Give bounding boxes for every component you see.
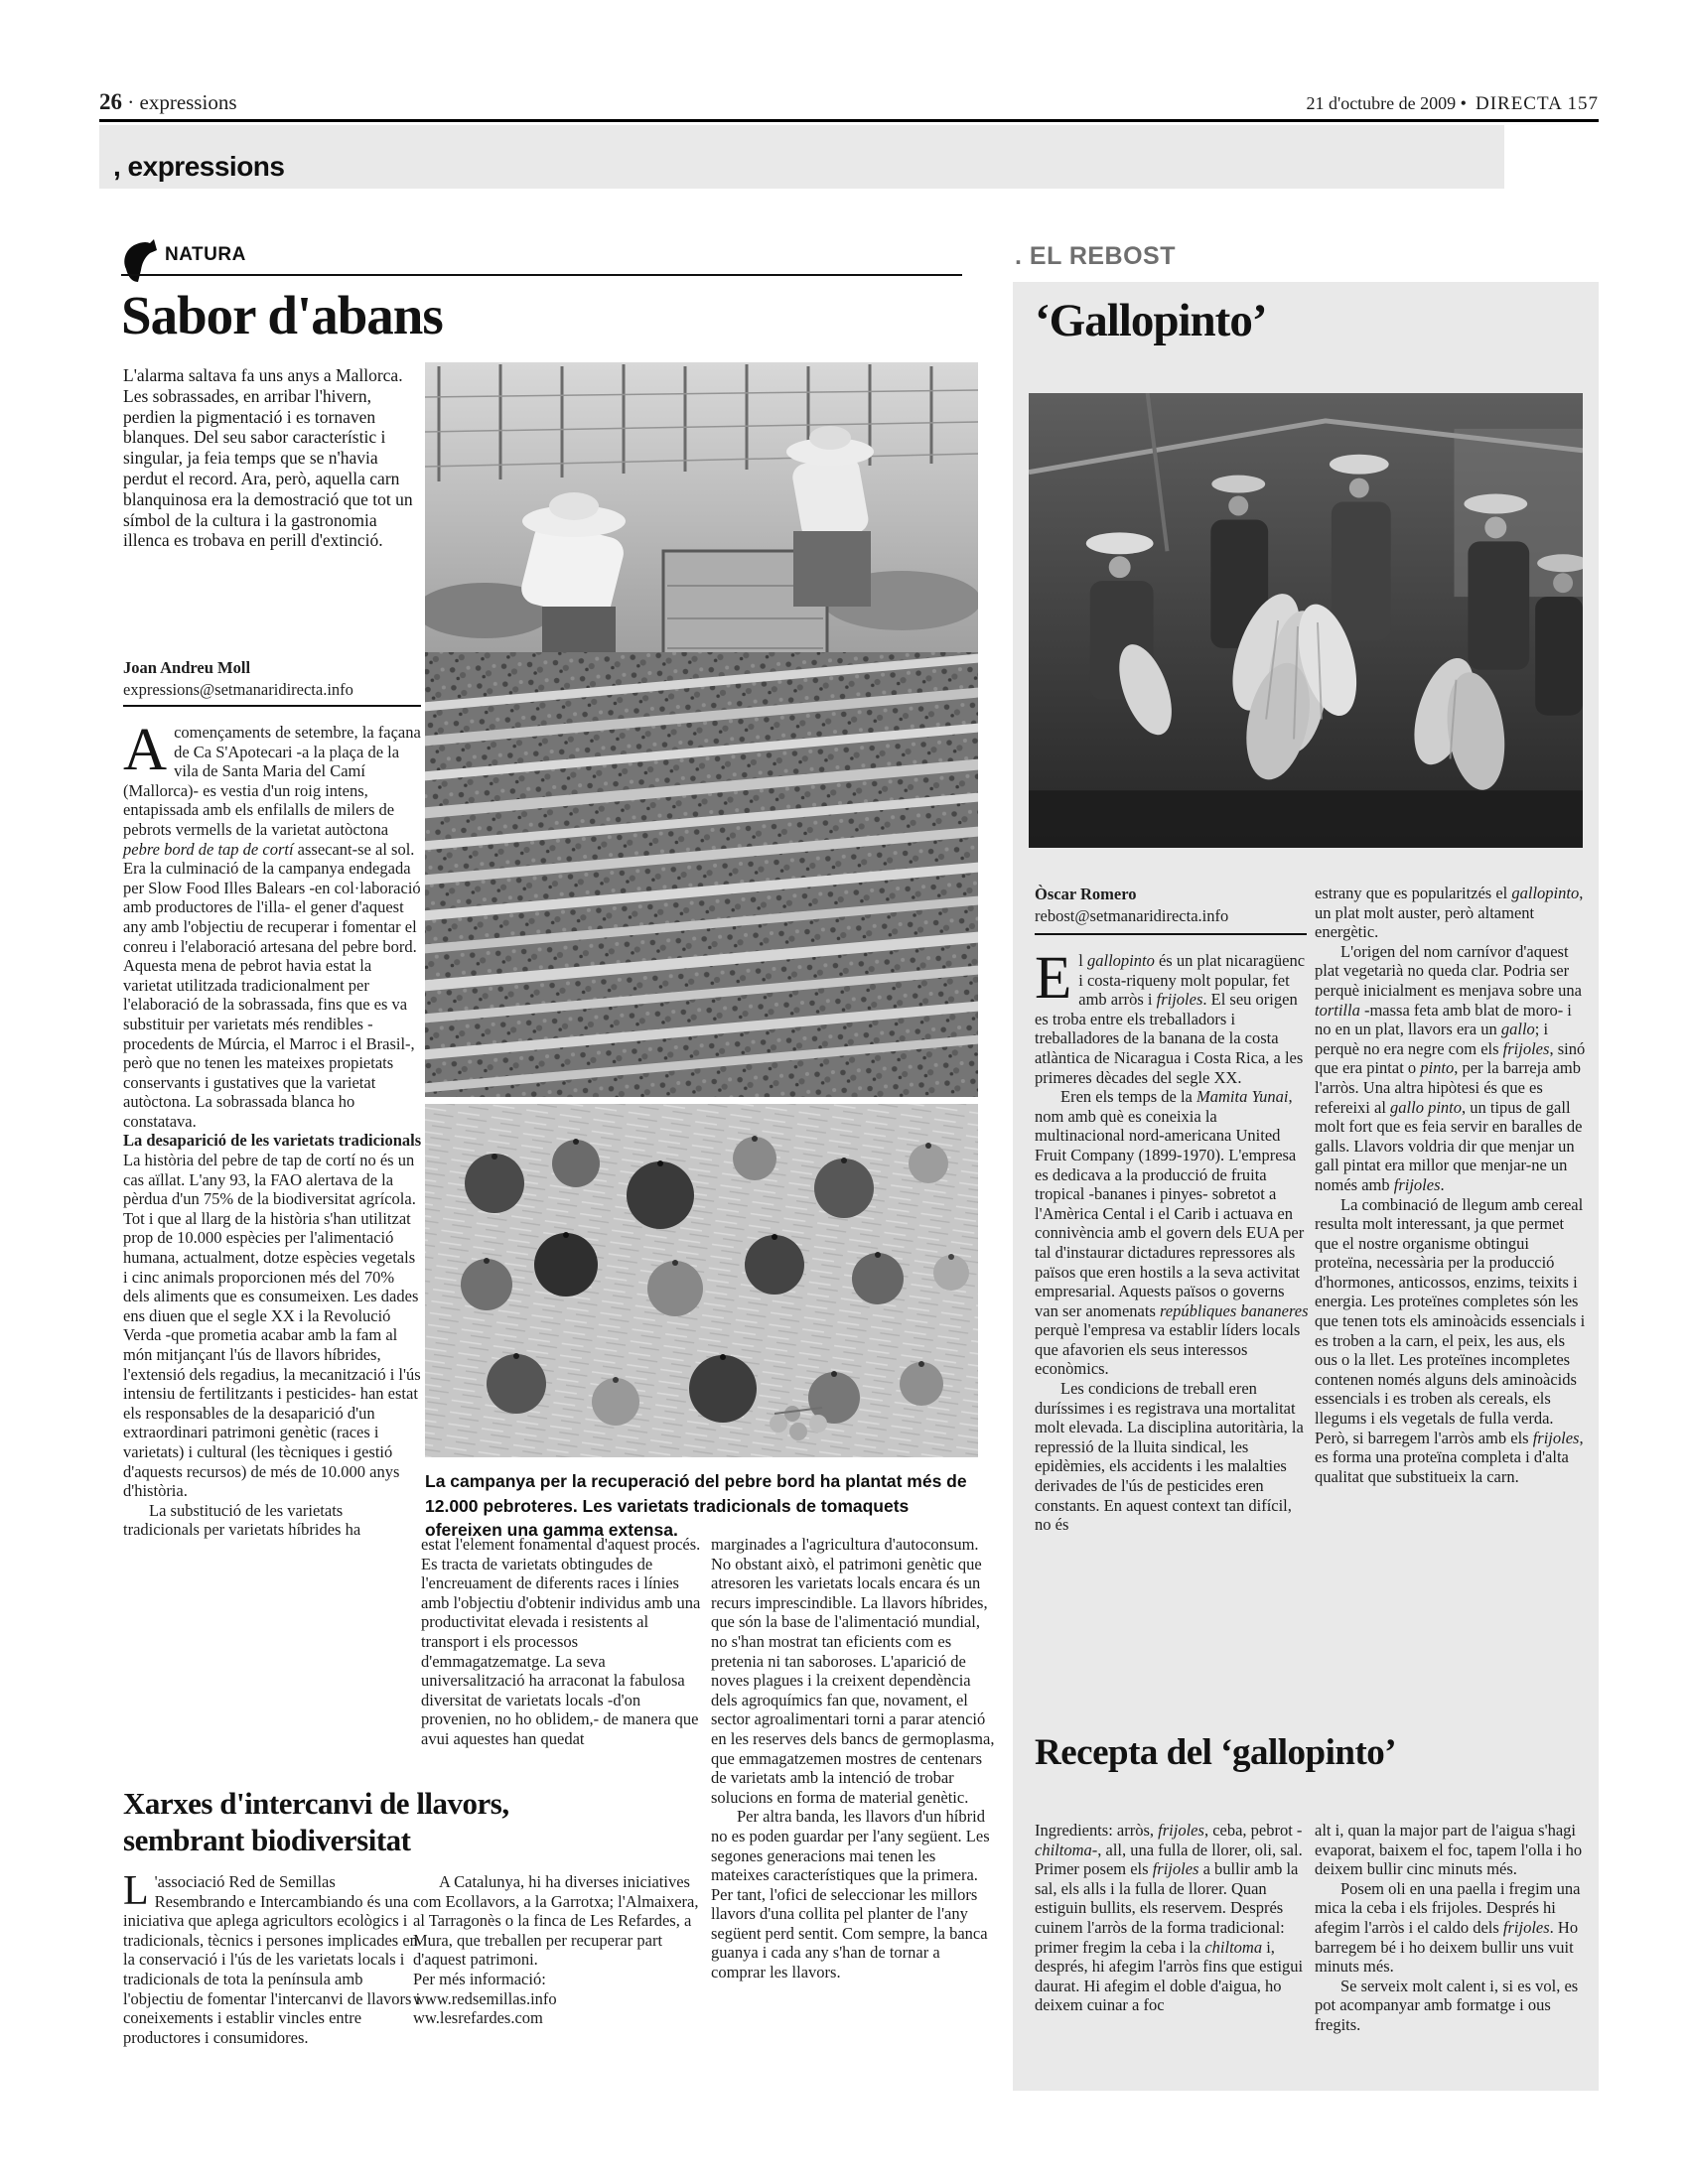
paragraph-text: l gallopinto és un plat nicaragüenc i costa-riqueny molt popular, fet amb arròs i frijoles. El seu origen es troba entre els treballadors i treballadores de la banana de la costa atlàntica de Nicaragua i Costa Rica, a les primeres dècades del segle XX. [1035, 951, 1306, 1087]
paragraph: A Catalunya, hi ha diverses iniciatives com Ecollavors, a la Garrotxa; l'Almaixera, al Tarragonès o la finca de Les Refardes, a Mura, que treballen per recuperar part d'aquest patrimoni. [413, 1872, 699, 1970]
header-separator: · [127, 90, 135, 114]
paragraph [123, 717, 423, 1131]
article-lead: L'alarma saltava fa uns anys a Mallorca. Les sobrassades, en arribar l'hivern, perdien la pigmentació i es tornaven blanques. Del seu sabor característic i singular, ja feia temps que se n'havia perdut el record. Ara, però, aquella carn blanquinosa era la demostració que tot un símbol de la cultura i la gastronomia illenca es trobava en perill d'extinció. [123, 365, 413, 551]
subarticle-title-xarxes [123, 1785, 509, 1858]
paragraph: L'origen del nom carnívor d'aquest plat vegetarià no queda clar. Podria ser perquè inicialment es menjava sobre una tortilla -massa feta amb blat de moro- i no en un plat, llavors era un gallo; i perquè no era negre com els frijoles, sinó que era pintat o pinto, per la barreja amb l'arròs. Una altra hipòtesi és que es refereixi al gallo pinto, un tipus de gall molt fort que es feia servir en baralles de galls. Llavors voldria dir que menjar un gall pintat era millor que menjar-ne un només amb frijoles. [1315, 941, 1586, 1194]
recipe-step: Primer posem els frijoles a bullir amb la sal, els alls i la fulla de llorer. Quan estiguin bullits, els reservem. Després cuinem l'arròs de la forma tradicional: primer fregim la ceba i la chiltoma i, després, hi afegim l'arròs fins que estigui daurat. Hi afegim el doble d'aigua, ho deixem cuinar a foc [1035, 1859, 1304, 2015]
byline-email-link[interactable]: expressions@setmanaridirecta.info [123, 680, 353, 699]
more-info-label: Per més informació: [413, 1969, 546, 1988]
recipe-ingredients: Ingredients: arròs, frijoles, ceba, pebrot -chiltoma-, all, una fulla de llorer, oli, sal. [1035, 1821, 1303, 1859]
kicker-natura: NATURA [165, 244, 246, 265]
redsemillas-link[interactable]: www.redsemillas.info [413, 1988, 557, 2008]
paragraph-text: començaments de setembre, la façana de Ca S'Apotecari -a la plaça de la vila de Santa Maria del Camí (Mallorca)- es vestia d'un roig intens, entapissada amb els enfilalls de milers de pebrots vermells de la varietat autòctona pebre bord de tap de cortí assecant-se al sol. Era la culminació de la campanya endegada per Slow Food Illes Balears -en col·laboració amb productores de l'illa- el gener d'aquest any amb l'objectiu de recuperar i fomentar el conreu i l'elaboració artesana del pebre bord. Aquesta mena de pebrot havia estat la varietat utilitzada tradicionalment per l'elaboració de la sobrassada, fins que es va substituir per varietats més rendibles -procedents de Múrcia, el Marroc i el Brasil-, però que no tenen les mateixes propietats conservants i gustatives que la varietat autòctona. La sobrassada blanca ho constatava. [123, 723, 421, 1131]
running-header-left [99, 89, 237, 115]
running-header-right [894, 93, 1599, 115]
paragraph: Les condicions de treball eren duríssimes i es registrava una mortalitat molt elevada. La disciplina autoritària, la repressió de la lluita sindical, les epidèmies, els accidents i les malalties derivades de l'ús de pesticides eren constants. En aquest context tan difícil, no és [1035, 1379, 1304, 1535]
paragraph: La substitució de les varietats tradicionals per varietats híbrides ha [123, 1500, 361, 1540]
header-rule [99, 119, 1599, 122]
photo-pepper-drying [425, 362, 978, 1097]
xarxes-column-2 [413, 1872, 705, 2028]
article-title-gallopinto: ‘Gallopinto’ [1035, 295, 1267, 346]
tomato-varieties-illustration [425, 1104, 978, 1457]
lesrefardes-link[interactable]: ww.lesrefardes.com [413, 2008, 543, 2028]
paragraph: La combinació de llegum amb cereal resulta molt interessant, ja que permet que el nostre organisme obtingui proteïna, necessària per la producció d'hormones, anticossos, enzims, teixits i energia. Les proteïnes completes són les que tenen tots els aminoàcids essencials i es troben a la carn, el peix, les aus, els ous o la llet. Les proteïnes incompletes contenen només alguns dels aminoàcids essencials i es troben als cereals, els llegums i els vegetals de fulla verda. Però, si barregem l'arròs amb els frijoles, es forma una proteïna completa i d'alta qualitat que substitueix la carn. [1315, 1194, 1586, 1486]
byline-rule [123, 705, 421, 707]
dropcap-E: E [1035, 945, 1072, 1012]
recipe-step: alt i, quan la major part de l'aigua s'hagi evaporat, baixem el foc, tapem l'olla i ho deixem bullir cinc minuts més. [1315, 1821, 1583, 1879]
paragraph: Per altra banda, les llavors d'un híbrid no es poden guardar per l'any següent. Les segones generacions mai tenen les mateixes característiques que la primera. Per tant, l'ofici de seleccionar les millors llavors d'una collita pel planter de l'any següent perd sentit. Com sempre, la banca guanya i cada any s'han de tornar a comprar les llavors. [711, 1807, 990, 1982]
paragraph-text: 'associació Red de Semillas Resembrando e Intercambiando és una iniciativa que aplega agricultors ecològics i tradicionals, tècnics i persones implicades en la conservació i l'ús de les varietats locals i tradicionals de tota la península amb l'objectiu de fomentar l'intercanvi de llavors i coneixements i establir vincles entre productores i consumidores. [123, 1872, 421, 2047]
subarticle-title-line2: sembrant biodiversitat [123, 1823, 411, 1857]
article-title-sabor-dabans: Sabor d'abans [121, 285, 443, 345]
section-band [99, 125, 1504, 189]
kicker-rule [121, 274, 962, 276]
rebost-column-1 [1035, 945, 1311, 1535]
byline-email[interactable] [1035, 905, 1313, 927]
byline-rule [1035, 933, 1307, 935]
recipe-step: Posem oli en una paella i fregim una mica la ceba i els frijoles. Després hi afegim l'arròs i el caldo dels frijoles. Ho barregem bé i ho deixem bullir uns vuit minuts més. [1315, 1878, 1581, 1977]
paragraph [123, 1868, 423, 2047]
paragraph: Eren els temps de la Mamita Yunai, nom amb què es coneixia la multinacional nord-americana United Fruit Company (1899-1970). L'empresa es dedicava a la producció de fruita tropical -bananes i pinyes- sobretot a l'Amèrica Cental i el Carib i actuava en connivència amb el govern dels EUA per tal d'instaurar dictadures repressores als països que eren hostils a la seva activitat empresarial. Aquests països o governs van ser anomenats repúbliques bananeres perquè l'empresa va establir líders locals que afavorien els seus interessos econòmics. [1035, 1087, 1309, 1379]
info-url[interactable] [413, 1989, 705, 2009]
pepper-drying-illustration [425, 362, 978, 1097]
dropcap-L: L [123, 1868, 149, 1914]
byline [123, 657, 421, 701]
paragraph: estrany que es popularitzés el gallopinto, un plat molt auster, però altament energètic. [1315, 884, 1584, 942]
article-column-3 [711, 1535, 997, 1982]
section-band-label: , expressions [113, 151, 285, 182]
byline-email-link[interactable]: rebost@setmanaridirecta.info [1035, 906, 1229, 925]
header-section-label: expressions [139, 90, 237, 114]
recipe-step: Se serveix molt calent i, si es vol, es pot acompanyar amb formatge i ous fregits. [1315, 1976, 1579, 2034]
xarxes-column-1 [123, 1868, 423, 2047]
paragraph: estat l'element fonamental d'aquest procés. Es tracta de varietats obtingudes de l'encreuament de diferents races i línies amb l'objectiu d'obtenir individus amb una productivitat elevada i resistents al transport i els processos d'emmagatzematge. La seva universalització ha arraconat la fabulosa diversitat de varietats locals -d'on provenien, no ho oblidem,- de manera que avui aquestes han quedat [421, 1535, 701, 1748]
page-number: 26 [99, 89, 122, 114]
info-url[interactable] [413, 2008, 705, 2028]
byline [1035, 884, 1313, 927]
byline-email[interactable] [123, 679, 421, 701]
rebost-column-2 [1315, 884, 1587, 1486]
recipe-title: Recepta del ‘gallopinto’ [1035, 1732, 1397, 1773]
paragraph [1035, 945, 1311, 1087]
article-column-2 [421, 1535, 707, 1749]
byline-author: Òscar Romero [1035, 885, 1137, 903]
banana-workers-illustration [1029, 393, 1583, 848]
header-bullet: • [1460, 93, 1467, 113]
issue-date: 21 d'octubre de 2009 [1306, 93, 1457, 113]
masthead-brand: DIRECTA 157 [1475, 93, 1599, 114]
recipe-column-1 [1035, 1821, 1311, 2015]
paragraph: La història del pebre de tap de cortí no és un cas aïllat. L'any 93, la FAO alertava de la pèrdua d'un 75% de la biodiversitat agrícola. Tot i que al llarg de la història s'han utilitzat prop de 10.000 espècies per l'alimentació humana, actualment, dotze espècies vegetals i cinc animals proporcionen més del 70% dels aliments que es consumeixen. Les dades ens diuen que el segle XX i la Revolució Verda -que prometia acabar amb la fam al món mitjançant l'ús de llavors híbrides, l'extensió dels regadius, la mecanització i l'ús intensiu de fertilitzants i pesticides- han estat els responsables de la desaparició d'un extraordinari patrimoni genètic (races i varietats) i cultural (les tècniques i gestió d'aquests recursos) de més de 10.000 anys d'història. [123, 1151, 421, 1501]
subhead-desaparicio: La desaparició de les varietats tradicionals [123, 1131, 422, 1151]
byline-author: Joan Andreu Moll [123, 658, 251, 677]
kicker-el-rebost: . EL REBOST [1015, 242, 1177, 270]
paragraph: marginades a l'agricultura d'autoconsum. No obstant això, el patrimoni genètic que atresoren les varietats locals encara és un recurs imprescindible. La llavors híbrides, que són la base de l'alimentació mundial, no s'han mostrat tan eficients com es pretenia ni tan saboroses. L'aparició de noves plagues i la creixent dependència dels agroquímics fan que, novament, el sector agroalimentari torni a parar atenció en les reserves dels bancs de germoplasma, que emmagatzemen mostres de centenars de varietats amb la intenció de trobar solucions en forma de material genètic. [711, 1535, 995, 1807]
recipe-column-2 [1315, 1821, 1587, 2035]
photo-tomato-varieties [425, 1104, 978, 1457]
dropcap-A: A [123, 717, 168, 783]
photo-caption: La campanya per la recuperació del pebre bord ha plantat més de 12.000 pebroteres. Les varietats tradicionals de tomaquets ofereixen una gamma extensa. [425, 1471, 967, 1540]
subarticle-title-line1: Xarxes d'intercanvi de llavors, [123, 1786, 509, 1821]
article-column-1 [123, 717, 423, 1540]
photo-banana-workers [1029, 393, 1583, 848]
megaphone-icon [121, 238, 159, 284]
